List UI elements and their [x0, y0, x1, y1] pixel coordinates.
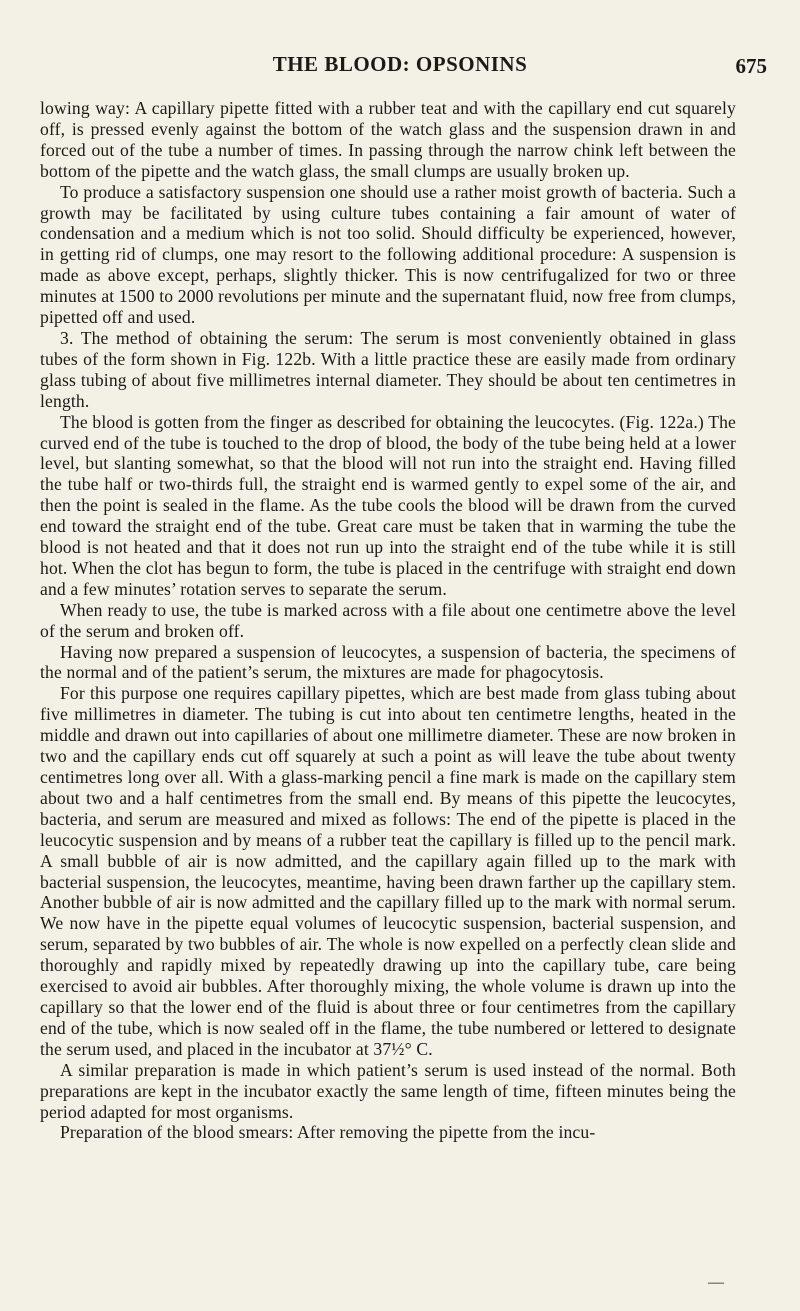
paragraph: lowing way: A capillary pipette fitted with a rubber teat and with the capillary end cut squarely off, is pressed evenly against the bottom of the watch glass and the suspension drawn in and forced out of the tube a number of times. In passing through the narrow chink left between the bottom of the pipette and the watch glass, the small clumps are usually broken up. [40, 98, 736, 181]
body-text [40, 98, 736, 1143]
paragraph: To produce a satisfactory suspension one should use a rather moist growth of bacteria. Such a growth may be facilitated by using culture tubes containing a fair amount of water of condensation and a medium which is not too solid. Should difficulty be experienced, however, in getting rid of clumps, one may resort to the following additional procedure: A suspension is made as above except, perhaps, slightly thicker. This is now centrifugalized for two or three minutes at 1500 to 2000 revolutions per minute and the supernatant fluid, now free from clumps, pipetted off and used. [40, 181, 736, 328]
paragraph: A similar preparation is made in which patient’s serum is used instead of the normal. Both preparations are kept in the incubator exactly the same length of time, fifteen minutes being the period adapted for most organisms. [40, 1059, 736, 1122]
margin-mark: — [708, 1274, 724, 1291]
paragraph: When ready to use, the tube is marked across with a file about one centimetre above the level of the serum and broken off. [40, 599, 736, 641]
running-head: THE BLOOD: OPSONINS [272, 52, 528, 76]
paragraph: 3. The method of obtaining the serum: The serum is most conveniently obtained in glass tubes of the form shown in Fig. 122b. With a little practice these are easily made from ordinary glass tubing of about five millimetres internal diameter. They should be about ten centimetres in length. [40, 327, 736, 411]
paragraph: For this purpose one requires capillary pipettes, which are best made from glass tubing about five millimetres in diameter. The tubing is cut into about ten centimetre lengths, heated in the middle and drawn out into capillaries of about one millimetre diameter. These are now broken in two and the capillary ends cut off squarely at such a point as will leave the tube about twenty centimetres long over all. With a glass-marking pencil a fine mark is made on the capillary stem about two and a half centimetres from the small end. By means of this pipette the leucocytes, bacteria, and serum are measured and mixed as follows: The end of the pipette is placed in the leucocytic suspension and by means of a rubber teat the capillary is filled up to the pencil mark. A small bubble of air is now admitted, and the capillary again filled up to the mark with bacterial suspension, the leucocytes, meantime, having been drawn farther up the capillary stem. Another bubble of air is now admitted and the capillary filled up to the mark with normal serum. We now have in the pipette equal volumes of leucocytic suspension, bacterial suspension, and serum, separated by two bubbles of air. The whole is now expelled on a perfectly clean slide and thoroughly and rapidly mixed by repeatedly drawing up into the capillary tube, care being exercised to avoid air bubbles. After thoroughly mixing, the whole volume is drawn up into the capillary so that the lower end of the fluid is about three or four centimetres from the capillary end of the tube, which is now sealed off in the flame, the tube numbered or lettered to designate the serum used, and placed in the incubator at 37½° C. [40, 683, 736, 1059]
paragraph: Having now prepared a suspension of leucocytes, a suspension of bacteria, the specimens of the normal and of the patient’s serum, the mixtures are made for phagocytosis. [40, 641, 736, 683]
paragraph: Preparation of the blood smears: After removing the pipette from the incu- [60, 1122, 596, 1143]
page-header [0, 52, 800, 82]
page-number: 675 [735, 54, 767, 78]
paragraph: The blood is gotten from the finger as described for obtaining the leucocytes. (Fig. 122a.) The curved end of the tube is touched to the drop of blood, the body of the tube being held at a lower level, but slanting somewhat, so that the blood will not run into the straight end. Having filled the tube half or two-thirds full, the straight end is warmed gently to expel some of the air, and then the point is sealed in the flame. As the tube cools the blood will be drawn from the curved end toward the straight end of the tube. Great care must be taken that in warming the tube the blood is not heated and that it does not run up into the straight end of the tube while it is still hot. When the clot has begun to form, the tube is placed in the centrifuge with straight end down and a few minutes’ rotation serves to separate the serum. [40, 411, 736, 599]
